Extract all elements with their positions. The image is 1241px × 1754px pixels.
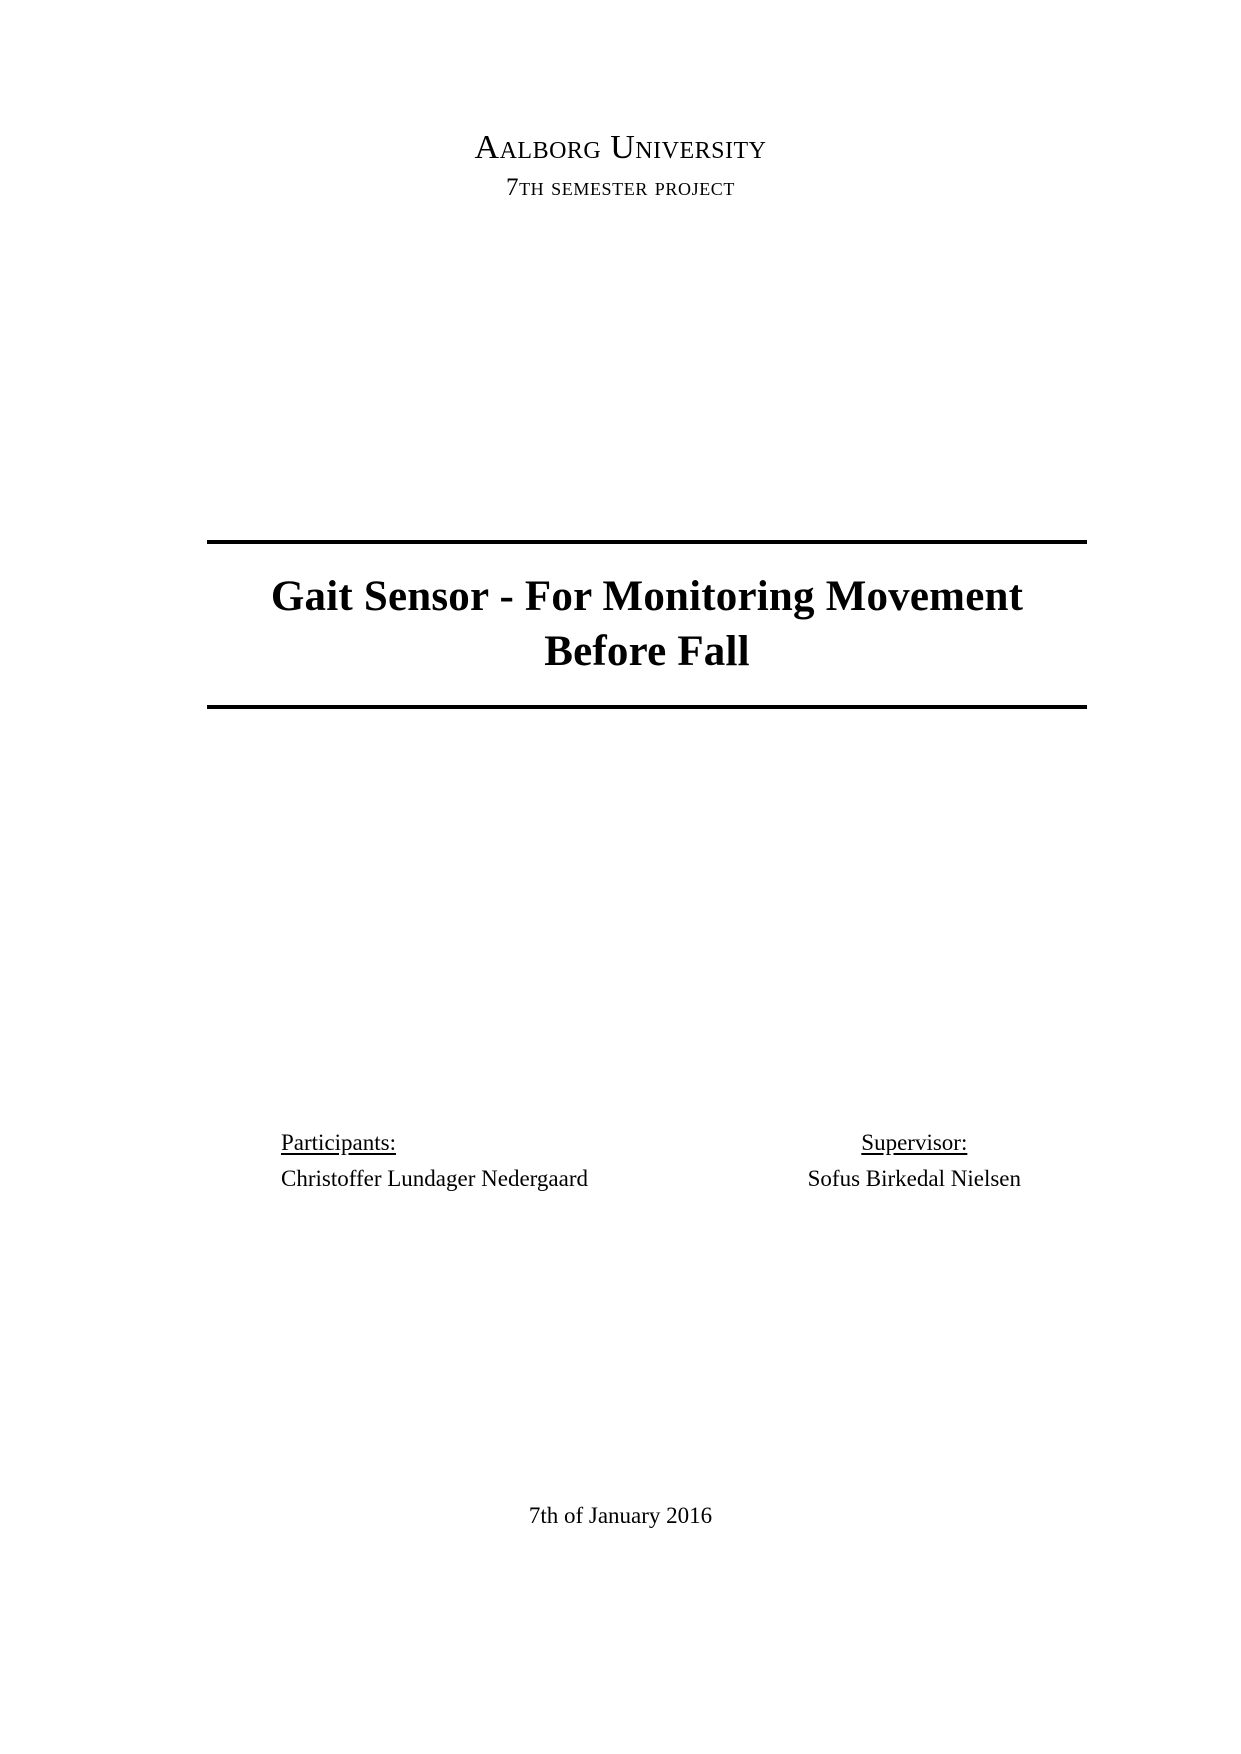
participants-column (281, 1126, 588, 1197)
title-rule-bottom (207, 705, 1087, 709)
submission-date: 7th of January 2016 (528, 1503, 713, 1528)
participant-name: Christoffer Lundager Nedergaard (281, 1166, 588, 1192)
page-title: Gait Sensor - For Monitoring Movement Before Fall (270, 573, 1024, 676)
credits-block (207, 1126, 1087, 1197)
semester-project-label: 7th semester project (505, 174, 736, 202)
title-block (207, 540, 1087, 709)
participants-label: Participants: (281, 1130, 396, 1155)
supervisor-column (808, 1126, 1021, 1197)
institution-header (0, 128, 1241, 202)
university-name: Aalborg University (474, 129, 767, 166)
supervisor-name: Sofus Birkedal Nielsen (807, 1166, 1021, 1192)
supervisor-label: Supervisor: (861, 1130, 968, 1155)
